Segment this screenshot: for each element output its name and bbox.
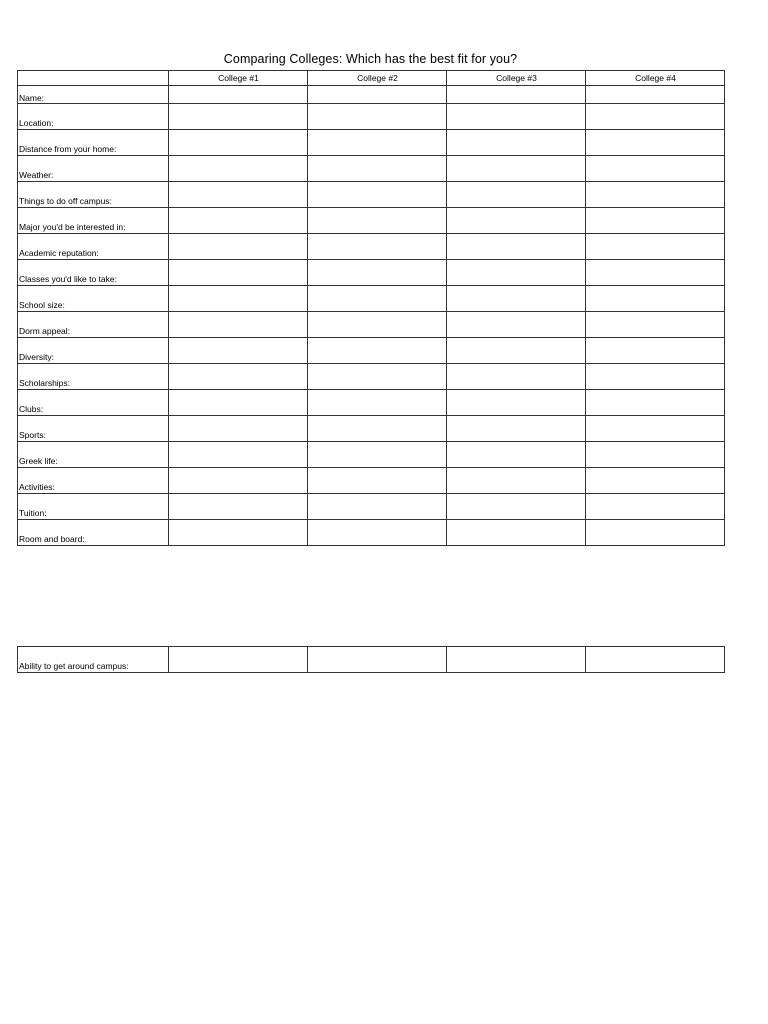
row-label-greek-life: Greek life:: [18, 442, 169, 468]
input-cell-college-3[interactable]: [447, 312, 586, 338]
input-cell-college-2[interactable]: [308, 647, 447, 673]
input-cell-college-1[interactable]: [169, 182, 308, 208]
table-row: [18, 156, 725, 182]
input-cell-college-4[interactable]: [586, 364, 725, 390]
input-cell-college-4[interactable]: [586, 86, 725, 104]
input-cell-college-2[interactable]: [308, 494, 447, 520]
input-cell-college-4[interactable]: [586, 208, 725, 234]
input-cell-college-3[interactable]: [447, 286, 586, 312]
input-cell-college-4[interactable]: [586, 520, 725, 546]
input-cell-college-4[interactable]: [586, 156, 725, 182]
input-cell-college-3[interactable]: [447, 86, 586, 104]
input-cell-college-2[interactable]: [308, 338, 447, 364]
table-row: [18, 338, 725, 364]
table-row: [18, 647, 725, 673]
table-row: [18, 104, 725, 130]
input-cell-college-1[interactable]: [169, 286, 308, 312]
table-row: [18, 494, 725, 520]
input-cell-college-1[interactable]: [169, 468, 308, 494]
input-cell-college-3[interactable]: [447, 338, 586, 364]
table-row: [18, 182, 725, 208]
input-cell-college-3[interactable]: [447, 208, 586, 234]
input-cell-college-3[interactable]: [447, 260, 586, 286]
input-cell-college-1[interactable]: [169, 104, 308, 130]
header-corner-cell: [18, 71, 169, 86]
row-label-location: Location:: [18, 104, 169, 130]
input-cell-college-3[interactable]: [447, 520, 586, 546]
input-cell-college-2[interactable]: [308, 182, 447, 208]
input-cell-college-2[interactable]: [308, 208, 447, 234]
input-cell-college-1[interactable]: [169, 234, 308, 260]
input-cell-college-4[interactable]: [586, 312, 725, 338]
table-row: [18, 390, 725, 416]
row-label-things-to-do-off-campus: Things to do off campus:: [18, 182, 169, 208]
row-label-classes-you-d-like-to-take: Classes you'd like to take:: [18, 260, 169, 286]
input-cell-college-2[interactable]: [308, 234, 447, 260]
row-label-activities: Activities:: [18, 468, 169, 494]
table-row: [18, 234, 725, 260]
row-label-scholarships: Scholarships:: [18, 364, 169, 390]
input-cell-college-1[interactable]: [169, 390, 308, 416]
row-label-sports: Sports:: [18, 416, 169, 442]
input-cell-college-1[interactable]: [169, 130, 308, 156]
input-cell-college-3[interactable]: [447, 104, 586, 130]
input-cell-college-4[interactable]: [586, 104, 725, 130]
row-label-ability-to-get-around-campus: Ability to get around campus:: [18, 647, 169, 673]
input-cell-college-1[interactable]: [169, 442, 308, 468]
input-cell-college-2[interactable]: [308, 364, 447, 390]
table-row: [18, 130, 725, 156]
column-header-college-2: College #2: [308, 71, 447, 86]
table-row: [18, 364, 725, 390]
input-cell-college-3[interactable]: [447, 364, 586, 390]
row-label-academic-reputation: Academic reputation:: [18, 234, 169, 260]
input-cell-college-1[interactable]: [169, 494, 308, 520]
input-cell-college-4[interactable]: [586, 234, 725, 260]
input-cell-college-3[interactable]: [447, 468, 586, 494]
table-row: [18, 416, 725, 442]
table-row: [18, 286, 725, 312]
input-cell-college-1[interactable]: [169, 520, 308, 546]
input-cell-college-1[interactable]: [169, 338, 308, 364]
row-label-tuition: Tuition:: [18, 494, 169, 520]
input-cell-college-1[interactable]: [169, 647, 308, 673]
input-cell-college-2[interactable]: [308, 260, 447, 286]
table-row: [18, 468, 725, 494]
input-cell-college-4[interactable]: [586, 130, 725, 156]
input-cell-college-4[interactable]: [586, 182, 725, 208]
table-row: [18, 312, 725, 338]
input-cell-college-1[interactable]: [169, 260, 308, 286]
row-label-diversity: Diversity:: [18, 338, 169, 364]
input-cell-college-4[interactable]: [586, 286, 725, 312]
extra-comparison-table: [17, 646, 725, 673]
input-cell-college-2[interactable]: [308, 86, 447, 104]
input-cell-college-3[interactable]: [447, 647, 586, 673]
column-header-college-3: College #3: [447, 71, 586, 86]
table-row: [18, 520, 725, 546]
table-row: [18, 260, 725, 286]
input-cell-college-4[interactable]: [586, 338, 725, 364]
comparison-table: [17, 70, 725, 546]
input-cell-college-3[interactable]: [447, 182, 586, 208]
input-cell-college-1[interactable]: [169, 208, 308, 234]
input-cell-college-1[interactable]: [169, 416, 308, 442]
input-cell-college-2[interactable]: [308, 416, 447, 442]
input-cell-college-2[interactable]: [308, 390, 447, 416]
input-cell-college-3[interactable]: [447, 234, 586, 260]
input-cell-college-2[interactable]: [308, 468, 447, 494]
table-row: [18, 86, 725, 104]
input-cell-college-2[interactable]: [308, 156, 447, 182]
input-cell-college-1[interactable]: [169, 86, 308, 104]
input-cell-college-3[interactable]: [447, 130, 586, 156]
row-label-major-you-d-be-interested-in: Major you'd be interested in:: [18, 208, 169, 234]
header-row: [18, 71, 725, 86]
input-cell-college-4[interactable]: [586, 260, 725, 286]
input-cell-college-4[interactable]: [586, 494, 725, 520]
input-cell-college-3[interactable]: [447, 416, 586, 442]
column-header-college-1: College #1: [169, 71, 308, 86]
input-cell-college-1[interactable]: [169, 312, 308, 338]
input-cell-college-4[interactable]: [586, 390, 725, 416]
row-label-distance-from-your-home: Distance from your home:: [18, 130, 169, 156]
input-cell-college-3[interactable]: [447, 442, 586, 468]
input-cell-college-3[interactable]: [447, 494, 586, 520]
input-cell-college-2[interactable]: [308, 104, 447, 130]
input-cell-college-1[interactable]: [169, 364, 308, 390]
row-label-weather: Weather:: [18, 156, 169, 182]
row-label-room-and-board: Room and board:: [18, 520, 169, 546]
input-cell-college-2[interactable]: [308, 520, 447, 546]
input-cell-college-2[interactable]: [308, 442, 447, 468]
table-row: [18, 442, 725, 468]
input-cell-college-2[interactable]: [308, 130, 447, 156]
input-cell-college-1[interactable]: [169, 156, 308, 182]
table-row: [18, 208, 725, 234]
input-cell-college-4[interactable]: [586, 442, 725, 468]
input-cell-college-3[interactable]: [447, 390, 586, 416]
input-cell-college-4[interactable]: [586, 647, 725, 673]
input-cell-college-3[interactable]: [447, 156, 586, 182]
page-title: Comparing Colleges: Which has the best fit for you?: [223, 52, 518, 66]
input-cell-college-2[interactable]: [308, 286, 447, 312]
row-label-dorm-appeal: Dorm appeal:: [18, 312, 169, 338]
row-label-school-size: School size:: [18, 286, 169, 312]
row-label-clubs: Clubs:: [18, 390, 169, 416]
input-cell-college-4[interactable]: [586, 468, 725, 494]
input-cell-college-4[interactable]: [586, 416, 725, 442]
column-header-college-4: College #4: [586, 71, 725, 86]
input-cell-college-2[interactable]: [308, 312, 447, 338]
row-label-name: Name:: [18, 86, 169, 104]
